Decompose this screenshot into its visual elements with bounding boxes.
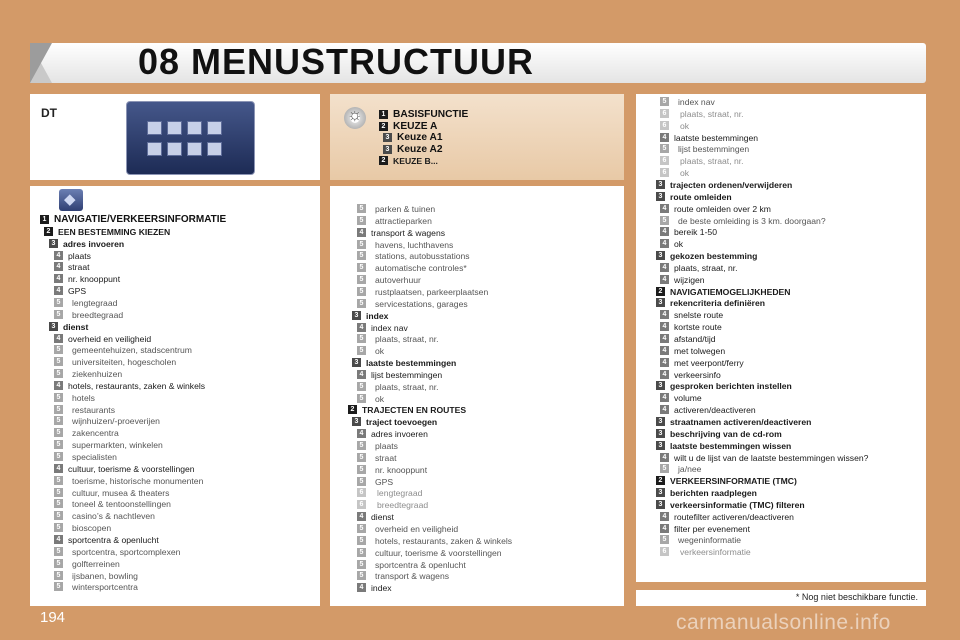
menu-item-label: stations, autobusstations: [375, 251, 470, 262]
menu-item-label: rekencriteria definiëren: [670, 298, 766, 309]
level-badge: 5: [357, 299, 366, 308]
menu-item-label: NAVIGATIE/VERKEERSINFORMATIE: [54, 214, 227, 225]
display-screen-illustration: [126, 101, 255, 175]
menu-item-label: golfterreinen: [72, 558, 120, 569]
level-badge: 6: [660, 156, 669, 165]
level-badge: 4: [357, 228, 366, 237]
menu-item-label: sportcentra, sportcomplexen: [72, 546, 181, 557]
screen-icon: [147, 142, 162, 156]
level-badge: 4: [357, 370, 366, 379]
level-badge: 5: [357, 263, 366, 272]
menu-item-label: wijzigen: [674, 274, 705, 285]
menu-item-label: index: [371, 583, 392, 594]
level-badge: 5: [357, 536, 366, 545]
level-badge: 3: [656, 500, 665, 509]
level-badge: 4: [54, 464, 63, 473]
level-badge: 3: [352, 311, 361, 320]
menu-item-label: volume: [674, 393, 702, 404]
menu-item-label: rustplaatsen, parkeerplaatsen: [375, 286, 489, 297]
menu-item-label: KEUZE B...: [393, 156, 438, 166]
level-badge: 5: [54, 393, 63, 402]
menu-item-label: lengtegraad: [377, 488, 423, 499]
level-badge: 4: [54, 274, 63, 283]
menu-item-label: Keuze A1: [397, 132, 443, 143]
menu-item-label: restaurants: [72, 404, 115, 415]
level-badge: 5: [357, 287, 366, 296]
level-badge: 6: [660, 547, 669, 556]
level-badge: 4: [54, 262, 63, 271]
menu-item-label: ijsbanen, bowling: [72, 570, 138, 581]
watermark: carmanualsonline.info: [676, 611, 891, 634]
level-badge: 5: [357, 346, 366, 355]
level-badge: 5: [54, 499, 63, 508]
menu-item-label: cultuur, toerisme & voorstellingen: [375, 547, 502, 558]
level-badge: 3: [383, 133, 392, 142]
level-badge: 4: [660, 310, 669, 319]
menu-item-label: bioscopen: [72, 523, 112, 534]
menu-item-label: afstand/tijd: [674, 334, 716, 344]
menu-item-label: ok: [375, 393, 385, 404]
level-badge: 5: [54, 547, 63, 556]
menu-item-label: beschrijving van de cd-rom: [670, 428, 782, 439]
level-badge: 5: [54, 488, 63, 497]
level-badge: 4: [54, 251, 63, 260]
level-badge: 5: [357, 571, 366, 580]
screen-icon: [187, 142, 202, 156]
dt-panel: [30, 94, 320, 180]
menu-item-label: plaats, straat, nr.: [375, 381, 439, 392]
menu-item-label: ja/nee: [678, 464, 702, 475]
level-badge: 5: [357, 251, 366, 260]
menu-item-label: straat: [375, 452, 397, 463]
level-badge: 3: [656, 298, 665, 307]
menu-item-label: universiteiten, hogescholen: [72, 357, 177, 368]
menu-item-label: plaats: [375, 441, 398, 451]
level-badge: 5: [54, 582, 63, 591]
menu-item-label: verkeersinfo: [674, 369, 721, 380]
menu-item-label: Keuze A2: [397, 143, 443, 155]
menu-item-label: NAVIGATIEMOGELIJKHEDEN: [670, 286, 791, 297]
menu-item-label: wilt u de lijst van de laatste bestemmingen wissen?: [674, 452, 869, 463]
level-badge: 3: [352, 417, 361, 426]
menu-item-label: lengtegraad: [72, 297, 118, 308]
menu-item-label: autoverhuur: [375, 275, 421, 286]
level-badge: 4: [357, 583, 366, 592]
menu-item-label: dienst: [63, 321, 89, 332]
brightness-icon: [344, 107, 366, 129]
level-badge: 5: [660, 216, 669, 225]
level-badge: 4: [660, 322, 669, 331]
menu-item-label: ok: [680, 168, 690, 179]
level-badge: 3: [656, 251, 665, 260]
level-badge: 5: [54, 523, 63, 532]
level-badge: 5: [660, 97, 669, 106]
level-badge: 5: [660, 464, 669, 473]
menu-item-label: laatste bestemmingen: [674, 132, 759, 143]
menu-item-label: verkeersinformatie: [680, 547, 751, 558]
menu-item-label: KEUZE A: [393, 120, 438, 132]
level-badge: 5: [357, 465, 366, 474]
level-badge: 4: [54, 381, 63, 390]
menu-item-label: route omleiden over 2 km: [674, 203, 771, 214]
level-badge: 4: [660, 370, 669, 379]
level-badge: 4: [660, 239, 669, 248]
level-badge: 5: [54, 405, 63, 414]
menu-item-label: route omleiden: [670, 191, 732, 202]
menu-item-label: ziekenhuizen: [72, 369, 123, 380]
level-badge: 5: [54, 440, 63, 449]
menu-item-label: hotels, restaurants, zaken & winkels: [375, 535, 513, 546]
menu-item-label: GPS: [375, 476, 394, 487]
screen-icon: [187, 121, 202, 135]
menu-item-label: nr. knooppunt: [375, 464, 428, 475]
middle-menu-panel: [330, 186, 624, 606]
menu-item-label: index nav: [678, 97, 715, 107]
level-badge: 5: [54, 452, 63, 461]
level-badge: 3: [656, 417, 665, 426]
title-bar-corner-dark: [30, 43, 52, 83]
level-badge: 5: [54, 428, 63, 437]
level-badge: 4: [54, 286, 63, 295]
menu-item-label: plaats, straat, nr.: [680, 108, 744, 119]
level-badge: 5: [357, 524, 366, 533]
menu-item-label: EEN BESTEMMING KIEZEN: [58, 226, 171, 237]
menu-item-label: BASISFUNCTIE: [393, 109, 469, 120]
level-badge: 2: [656, 287, 665, 296]
menu-item-label: dienst: [371, 512, 394, 523]
menu-item-label: sportcentra & openlucht: [68, 534, 159, 545]
level-badge: 4: [660, 393, 669, 402]
level-badge: 4: [660, 346, 669, 355]
level-badge: 5: [357, 334, 366, 343]
menu-item-label: cultuur, musea & theaters: [72, 487, 170, 498]
screen-icon: [147, 121, 162, 135]
level-badge: 2: [379, 156, 388, 165]
menu-item-label: traject toevoegen: [366, 417, 438, 428]
menu-item-label: toneel & tentoonstellingen: [72, 499, 171, 510]
level-badge: 4: [660, 133, 669, 142]
menu-item-label: havens, luchthavens: [375, 239, 454, 250]
menu-item-label: wintersportcentra: [72, 582, 138, 593]
menu-item-label: casino’s & nachtleven: [72, 511, 155, 522]
level-badge: 4: [660, 334, 669, 343]
menu-item-label: adres invoeren: [371, 429, 428, 440]
level-badge: 6: [660, 109, 669, 118]
level-badge: 5: [54, 298, 63, 307]
level-badge: 5: [54, 416, 63, 425]
level-badge: 3: [656, 488, 665, 497]
menu-item-label: TRAJECTEN EN ROUTES: [362, 405, 467, 416]
level-badge: 5: [54, 559, 63, 568]
level-badge: 3: [383, 145, 392, 154]
level-badge: 4: [357, 429, 366, 438]
menu-item-label: automatische controles*: [375, 263, 467, 274]
title-bar: [30, 43, 926, 83]
menu-item-label: kortste route: [674, 322, 722, 333]
menu-item-label: parken & tuinen: [375, 204, 436, 214]
menu-item-label: gemeentehuizen, stadscentrum: [72, 345, 192, 356]
menu-item-label: attractieparken: [375, 215, 432, 226]
menu-item-label: transport & wagens: [375, 571, 450, 582]
menu-item-label: met tolwegen: [674, 345, 726, 356]
level-badge: 2: [44, 227, 53, 236]
navigation-icon: [59, 189, 83, 211]
dt-label: DT: [41, 106, 57, 120]
level-badge: 5: [357, 382, 366, 391]
level-badge: 5: [54, 310, 63, 319]
menu-item-label: cultuur, toerisme & voorstellingen: [68, 463, 195, 474]
level-badge: 4: [660, 405, 669, 414]
screen-icon: [167, 142, 182, 156]
level-badge: 5: [357, 240, 366, 249]
menu-item-label: plaats: [68, 250, 91, 261]
level-badge: 5: [357, 204, 366, 213]
menu-item-label: straat: [68, 262, 90, 273]
menu-item-label: hotels: [72, 392, 95, 403]
menu-item-label: gekozen bestemming: [670, 251, 758, 262]
page-title: 08 MENUSTRUCTUUR: [138, 41, 535, 82]
menu-item-label: wegeninformatie: [678, 535, 742, 546]
menu-item-label: index nav: [371, 322, 408, 333]
menu-item-label: servicestations, garages: [375, 298, 468, 309]
screen-icon: [167, 121, 182, 135]
level-badge: 4: [357, 323, 366, 332]
level-badge: 5: [660, 144, 669, 153]
menu-item-label: lijst bestemmingen: [371, 369, 443, 380]
level-badge: 2: [379, 122, 388, 131]
menu-item-label: berichten raadplegen: [670, 488, 757, 499]
level-badge: 3: [656, 381, 665, 390]
menu-item-label: wijnhuizen/-proeverijen: [72, 416, 160, 427]
level-badge: 6: [660, 121, 669, 130]
screen-icon: [207, 142, 222, 156]
menu-item-label: VERKEERSINFORMATIE (TMC): [670, 476, 797, 487]
menu-item-label: plaats, straat, nr.: [674, 262, 738, 273]
level-badge: 3: [49, 239, 58, 248]
level-badge: 5: [357, 441, 366, 450]
level-badge: 5: [357, 453, 366, 462]
footnote-panel: [636, 590, 926, 606]
right-menu-panel: [636, 94, 926, 582]
menu-item-label: laatste bestemmingen: [366, 358, 457, 369]
menu-item-label: verkeersinformatie (TMC) filteren: [670, 499, 805, 510]
menu-item-label: GPS: [68, 286, 87, 297]
level-badge: 3: [656, 180, 665, 189]
menu-item-label: lijst bestemmingen: [678, 144, 750, 155]
level-badge: 5: [357, 216, 366, 225]
menu-item-label: hotels, restaurants, zaken & winkels: [68, 380, 206, 391]
level-badge: 4: [660, 453, 669, 462]
level-badge: 4: [54, 334, 63, 343]
level-badge: 3: [656, 192, 665, 201]
menu-item-label: specialisten: [72, 452, 117, 462]
menu-item-label: index: [366, 310, 389, 321]
level-badge: 5: [54, 571, 63, 580]
level-badge: 5: [357, 477, 366, 486]
menu-item-label: zakencentra: [72, 428, 119, 439]
menu-item-label: transport & wagens: [371, 227, 446, 238]
level-badge: 1: [40, 215, 49, 224]
level-badge: 4: [54, 535, 63, 544]
page-number: 194: [40, 609, 66, 626]
level-badge: 6: [357, 488, 366, 497]
menu-item-label: straatnamen activeren/deactiveren: [670, 416, 812, 427]
menu-item-label: adres invoeren: [63, 238, 125, 249]
level-badge: 5: [357, 560, 366, 569]
level-badge: 6: [660, 168, 669, 177]
level-badge: 4: [660, 524, 669, 533]
level-badge: 4: [660, 227, 669, 236]
screen-icon: [207, 121, 222, 135]
level-badge: 5: [54, 511, 63, 520]
menu-item-label: breedtegraad: [72, 309, 124, 320]
level-badge: 4: [660, 204, 669, 213]
menu-item-label: plaats, straat, nr.: [680, 156, 744, 167]
menu-item-label: gesproken berichten instellen: [670, 381, 792, 392]
menu-item-label: sportcentra & openlucht: [375, 559, 466, 570]
footnote: * Nog niet beschikbare functie.: [795, 592, 918, 602]
level-badge: 6: [357, 500, 366, 509]
level-badge: 5: [54, 476, 63, 485]
level-badge: 5: [357, 275, 366, 284]
level-badge: 4: [660, 275, 669, 284]
menu-item-label: activeren/deactiveren: [674, 405, 756, 416]
menu-item-label: overheid en veiligheid: [375, 523, 459, 534]
menu-item-label: plaats, straat, nr.: [375, 334, 439, 345]
level-badge: 4: [357, 512, 366, 521]
menu-item-label: ok: [680, 120, 690, 131]
level-badge: 5: [660, 535, 669, 544]
level-badge: 3: [656, 441, 665, 450]
level-badge: 1: [379, 110, 388, 119]
level-badge: 5: [54, 369, 63, 378]
level-badge: 3: [49, 322, 58, 331]
menu-item-label: supermarkten, winkelen: [72, 440, 163, 451]
level-badge: 5: [54, 345, 63, 354]
level-badge: 3: [656, 429, 665, 438]
level-badge: 5: [357, 394, 366, 403]
basis-legend-panel: [330, 94, 624, 180]
level-badge: 5: [54, 357, 63, 366]
navigation-menu-panel: [30, 186, 320, 606]
menu-item-label: ok: [375, 346, 385, 357]
menu-item-label: laatste bestemmingen wissen: [670, 440, 792, 451]
level-badge: 3: [352, 358, 361, 367]
level-badge: 4: [660, 512, 669, 521]
menu-item-label: trajecten ordenen/verwijderen: [670, 179, 793, 190]
menu-item-label: de beste omleiding is 3 km. doorgaan?: [678, 215, 826, 226]
menu-item-label: bereik 1-50: [674, 227, 717, 238]
menu-item-label: breedtegraad: [377, 500, 429, 511]
level-badge: 4: [660, 263, 669, 272]
level-badge: 5: [357, 548, 366, 557]
menu-item-label: met veerpont/ferry: [674, 357, 744, 368]
menu-item-label: ok: [674, 239, 684, 250]
menu-item-label: snelste route: [674, 310, 724, 321]
menu-item-label: routefilter activeren/deactiveren: [674, 511, 794, 522]
level-badge: 4: [660, 358, 669, 367]
menu-item-label: filter per evenement: [674, 523, 750, 534]
level-badge: 2: [656, 476, 665, 485]
menu-item-label: toerisme, historische monumenten: [72, 475, 204, 486]
level-badge: 2: [348, 405, 357, 414]
menu-item-label: overheid en veiligheid: [68, 333, 152, 344]
menu-item-label: nr. knooppunt: [68, 274, 121, 285]
